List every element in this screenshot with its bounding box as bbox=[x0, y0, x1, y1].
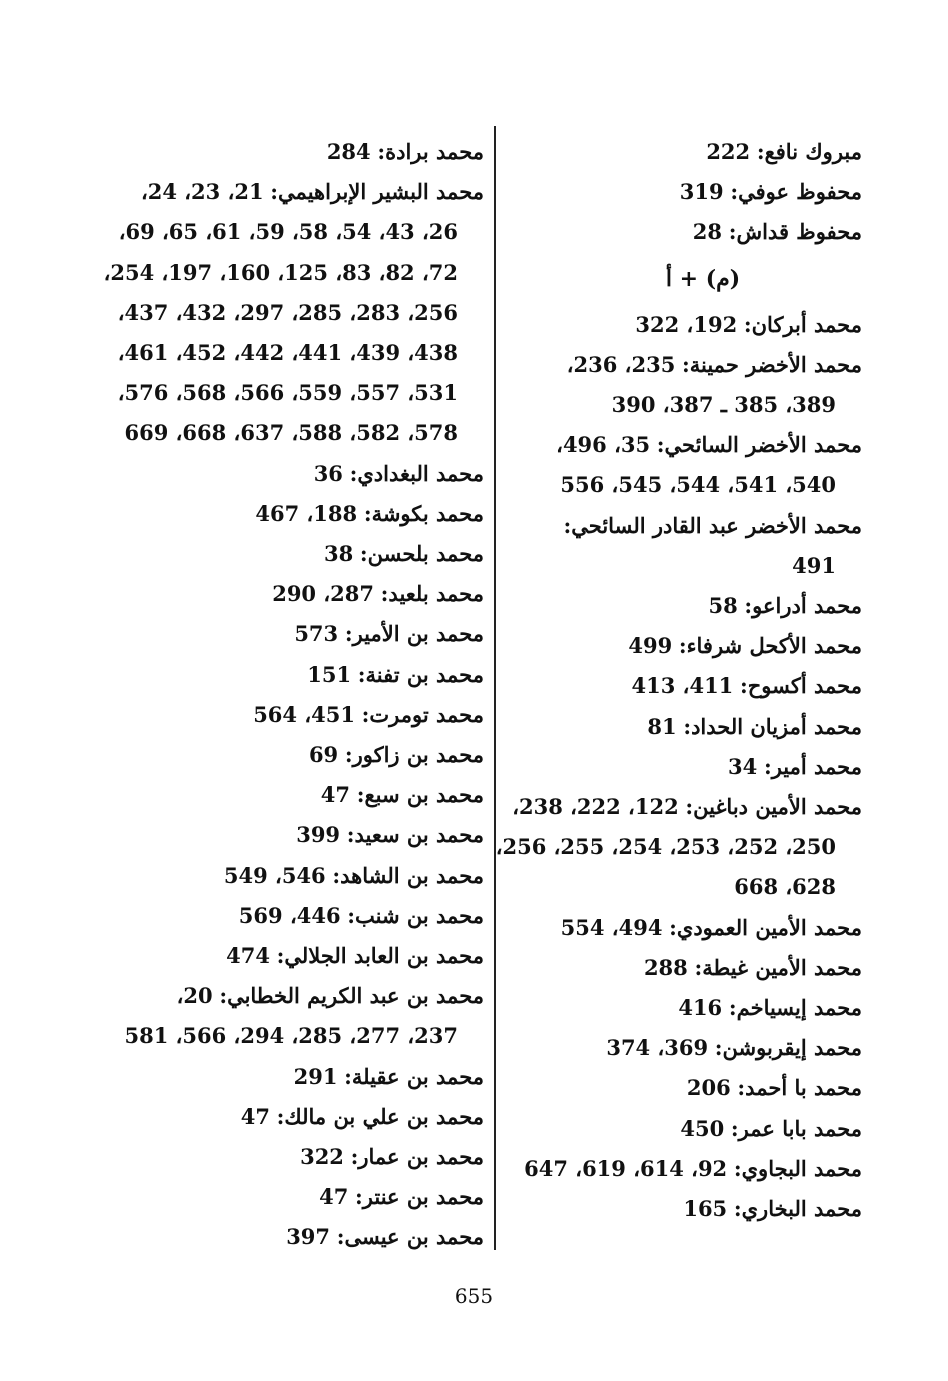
entry-name: محمد بن العابد الجلالي: bbox=[276, 943, 484, 969]
entry-name: مبروك نافع: bbox=[756, 139, 862, 164]
index-entry-continuation bbox=[124, 413, 484, 453]
index-entry bbox=[134, 815, 484, 855]
page-references: 92، 614، 619، 647 bbox=[524, 1155, 728, 1181]
index-entry bbox=[514, 506, 862, 546]
index-entry bbox=[134, 494, 484, 534]
page-references: 69 bbox=[308, 742, 339, 768]
index-entry bbox=[134, 655, 484, 695]
page-references: 47 bbox=[320, 782, 351, 808]
index-entry bbox=[514, 747, 862, 787]
entry-name: محمد بن سعيد: bbox=[346, 822, 484, 848]
page-references: 256، 283، 285، 297، 432، 437، bbox=[117, 299, 458, 325]
index-entry bbox=[514, 172, 862, 212]
entry-name: محمد بن عقيلة: bbox=[344, 1063, 484, 1089]
entry-name: محمد الأمين غيطة: bbox=[694, 954, 862, 980]
index-entry bbox=[134, 1057, 484, 1097]
page-references: 47 bbox=[240, 1103, 270, 1129]
page-references: 474 bbox=[226, 943, 270, 969]
index-entry bbox=[134, 735, 484, 775]
index-entry bbox=[134, 775, 484, 815]
index-entry bbox=[514, 948, 862, 988]
index-entry-continuation bbox=[118, 212, 484, 252]
index-entry bbox=[514, 666, 862, 706]
index-entry bbox=[134, 614, 484, 654]
page-references: 397 bbox=[286, 1224, 331, 1250]
entry-name: محمد إيسياخم: bbox=[728, 995, 862, 1021]
index-entry bbox=[514, 212, 862, 252]
index-entry bbox=[514, 586, 862, 626]
page-references: 81 bbox=[647, 713, 677, 739]
page-references: 628، 668 bbox=[734, 874, 836, 900]
page-references: 291 bbox=[293, 1063, 338, 1089]
page-references: 491 bbox=[792, 552, 836, 578]
page-references: 250، 252، 253، 254، 255، 256، bbox=[495, 834, 836, 860]
page-references: 26، 43، 54، 58، 59، 61، 65، 69، bbox=[118, 219, 458, 245]
page-references: 540، 541، 544، 545، 556 bbox=[560, 472, 836, 498]
index-entry bbox=[134, 1097, 484, 1137]
entry-name: محمد برادة: bbox=[377, 139, 484, 164]
entry-name: محمد إيقربوشن: bbox=[714, 1035, 862, 1061]
entry-name: محمد الأمين دباغين: bbox=[685, 794, 862, 820]
index-entry-continuation bbox=[124, 1016, 484, 1056]
page-references: 188، 467 bbox=[255, 500, 358, 526]
page-references: 446، 569 bbox=[238, 902, 341, 928]
entry-name: محمد بلعيد: bbox=[380, 581, 484, 607]
entry-name: محمد الأكحل شرفاء: bbox=[678, 633, 862, 659]
index-entry bbox=[514, 132, 862, 172]
index-entry bbox=[514, 1149, 862, 1189]
page-references: 546، 549 bbox=[223, 862, 326, 888]
page-references: 36 bbox=[313, 460, 343, 486]
page-references: 20، bbox=[176, 983, 213, 1009]
index-entry bbox=[134, 856, 484, 896]
entry-name: محمد البجاوي: bbox=[733, 1155, 862, 1181]
index-entry-continuation bbox=[117, 373, 484, 413]
entry-name: محمد بن عمار: bbox=[350, 1144, 484, 1170]
entry-name: محمد البخاري: bbox=[733, 1196, 862, 1222]
page-references: 72، 82، 83، 125، 160، 197، 254، bbox=[103, 259, 458, 285]
page-references: 151 bbox=[307, 661, 352, 687]
entry-name: محمد بن عنتر: bbox=[355, 1184, 484, 1210]
index-entry bbox=[514, 1109, 862, 1149]
page-references: 28 bbox=[692, 219, 723, 245]
index-entry bbox=[514, 988, 862, 1028]
index-entry bbox=[514, 626, 862, 666]
entry-name: محمد بن شنب: bbox=[347, 902, 484, 928]
index-entry bbox=[134, 574, 484, 614]
index-entry bbox=[514, 345, 862, 385]
page-references: 578، 582، 588، 637، 668، 669 bbox=[124, 420, 458, 446]
index-entry-continuation bbox=[514, 867, 862, 907]
entry-name: محمد الأخضر السائحي: bbox=[656, 432, 862, 458]
entry-name: محمد أدراعو: bbox=[744, 593, 862, 619]
page-references: 369، 374 bbox=[606, 1035, 709, 1061]
page-references: 531، 557، 559، 566، 568، 576، bbox=[117, 380, 458, 406]
page-references: 322 bbox=[300, 1144, 344, 1170]
index-entry bbox=[514, 305, 862, 345]
entry-name: محمد بن عبد الكريم الخطابي: bbox=[219, 983, 484, 1009]
entry-name: محمد بلحسن: bbox=[359, 541, 484, 567]
entry-name: محمد بن الأمير: bbox=[344, 621, 484, 647]
index-entry bbox=[134, 1177, 484, 1217]
entry-name: محمد تومرت: bbox=[361, 701, 484, 727]
index-entry-continuation bbox=[514, 385, 862, 425]
entry-name: محمد بابا عمر: bbox=[730, 1115, 862, 1141]
index-entry bbox=[134, 534, 484, 574]
page-references: 450 bbox=[680, 1115, 725, 1141]
entry-name: محمد الأمين العمودي: bbox=[669, 914, 862, 940]
index-entry-continuation bbox=[117, 333, 484, 373]
page-references: 165 bbox=[683, 1196, 728, 1222]
index-entry bbox=[134, 936, 484, 976]
page-references: 399 bbox=[296, 822, 341, 848]
page-references: 319 bbox=[679, 179, 724, 205]
page-references: 21، 23، 24، bbox=[140, 179, 264, 205]
index-column-left bbox=[103, 132, 484, 1258]
index-entry bbox=[514, 908, 862, 948]
index-entry bbox=[514, 1189, 862, 1229]
page-references: 494، 554 bbox=[560, 914, 663, 940]
index-entry bbox=[134, 1217, 484, 1257]
index-entry bbox=[134, 172, 484, 212]
page-references: 451، 564 bbox=[253, 701, 355, 727]
entry-name: محمد بن عيسى: bbox=[336, 1224, 484, 1250]
index-entry bbox=[134, 896, 484, 936]
entry-name: محمد الأخضر عبد القادر السائحي: bbox=[563, 512, 862, 538]
page-references: 206 bbox=[686, 1075, 731, 1101]
page-references: 47 bbox=[319, 1184, 349, 1210]
index-entry bbox=[134, 132, 484, 172]
entry-name: محمد بن زاكور: bbox=[344, 742, 484, 768]
index-entry bbox=[134, 454, 484, 494]
index-entry bbox=[514, 1028, 862, 1068]
index-entry bbox=[134, 695, 484, 735]
page-references: 389، 385 ـ 387، 390 bbox=[611, 392, 836, 418]
page-references: 411، 413 bbox=[631, 673, 734, 699]
page-references: 416 bbox=[678, 995, 723, 1021]
page-references: 122، 222، 238، bbox=[512, 794, 679, 820]
entry-name: محفوظ قداش: bbox=[728, 219, 862, 245]
page-references: 287، 290 bbox=[272, 581, 374, 607]
page-references: 192، 322 bbox=[635, 311, 738, 337]
entry-name: محمد البغدادي: bbox=[349, 460, 484, 486]
index-entry bbox=[514, 707, 862, 747]
page-references: 288 bbox=[643, 954, 688, 980]
column-divider bbox=[494, 126, 496, 1250]
entry-name: محمد بن علي بن مالك: bbox=[276, 1103, 484, 1129]
index-entry-continuation bbox=[117, 293, 484, 333]
section-heading: (م) + أ bbox=[665, 265, 741, 292]
page-references: 35، 496، bbox=[556, 432, 651, 458]
index-entry bbox=[514, 425, 862, 465]
entry-name: محمد بكوشة: bbox=[363, 500, 484, 526]
entry-name: محفوظ عوفي: bbox=[730, 179, 862, 205]
entry-name: محمد بن تفنة: bbox=[357, 661, 484, 687]
index-entry bbox=[134, 1137, 484, 1177]
page-references: 438، 439، 441، 442، 452، 461، bbox=[117, 340, 458, 366]
page-references: 284 bbox=[326, 139, 371, 164]
page-references: 235، 236، bbox=[566, 351, 676, 377]
entry-name: محمد أبركان: bbox=[743, 311, 862, 337]
page-references: 237، 277، 285، 294، 566، 581 bbox=[124, 1023, 458, 1049]
page-references: 58 bbox=[708, 593, 738, 619]
page-references: 222 bbox=[706, 139, 751, 164]
index-entry-continuation bbox=[495, 827, 862, 867]
page-number: 655 bbox=[454, 1284, 494, 1308]
index-entry bbox=[514, 787, 862, 827]
page-references: 573 bbox=[294, 621, 339, 647]
index-column-right bbox=[495, 132, 862, 1229]
entry-name: محمد الأخضر حمينة: bbox=[682, 351, 862, 377]
entry-name: محمد بن سبع: bbox=[356, 782, 484, 808]
entry-name: محمد با أحمد: bbox=[737, 1075, 862, 1101]
index-entry-continuation bbox=[514, 546, 862, 586]
page-references: 499 bbox=[628, 633, 673, 659]
index-entry-continuation bbox=[103, 253, 484, 293]
entry-name: محمد أكسوح: bbox=[739, 673, 862, 699]
index-entry-continuation bbox=[514, 465, 862, 505]
entry-name: محمد أمير: bbox=[763, 753, 862, 779]
page-references: 34 bbox=[728, 753, 758, 779]
index-entry bbox=[514, 1068, 862, 1108]
page-references: 38 bbox=[323, 541, 354, 567]
entry-name: محمد بن الشاهد: bbox=[332, 862, 484, 888]
entry-name: محمد البشير الإبراهيمي: bbox=[270, 179, 484, 205]
entry-name: محمد أمزيان الحداد: bbox=[683, 713, 862, 739]
index-entry bbox=[134, 976, 484, 1016]
